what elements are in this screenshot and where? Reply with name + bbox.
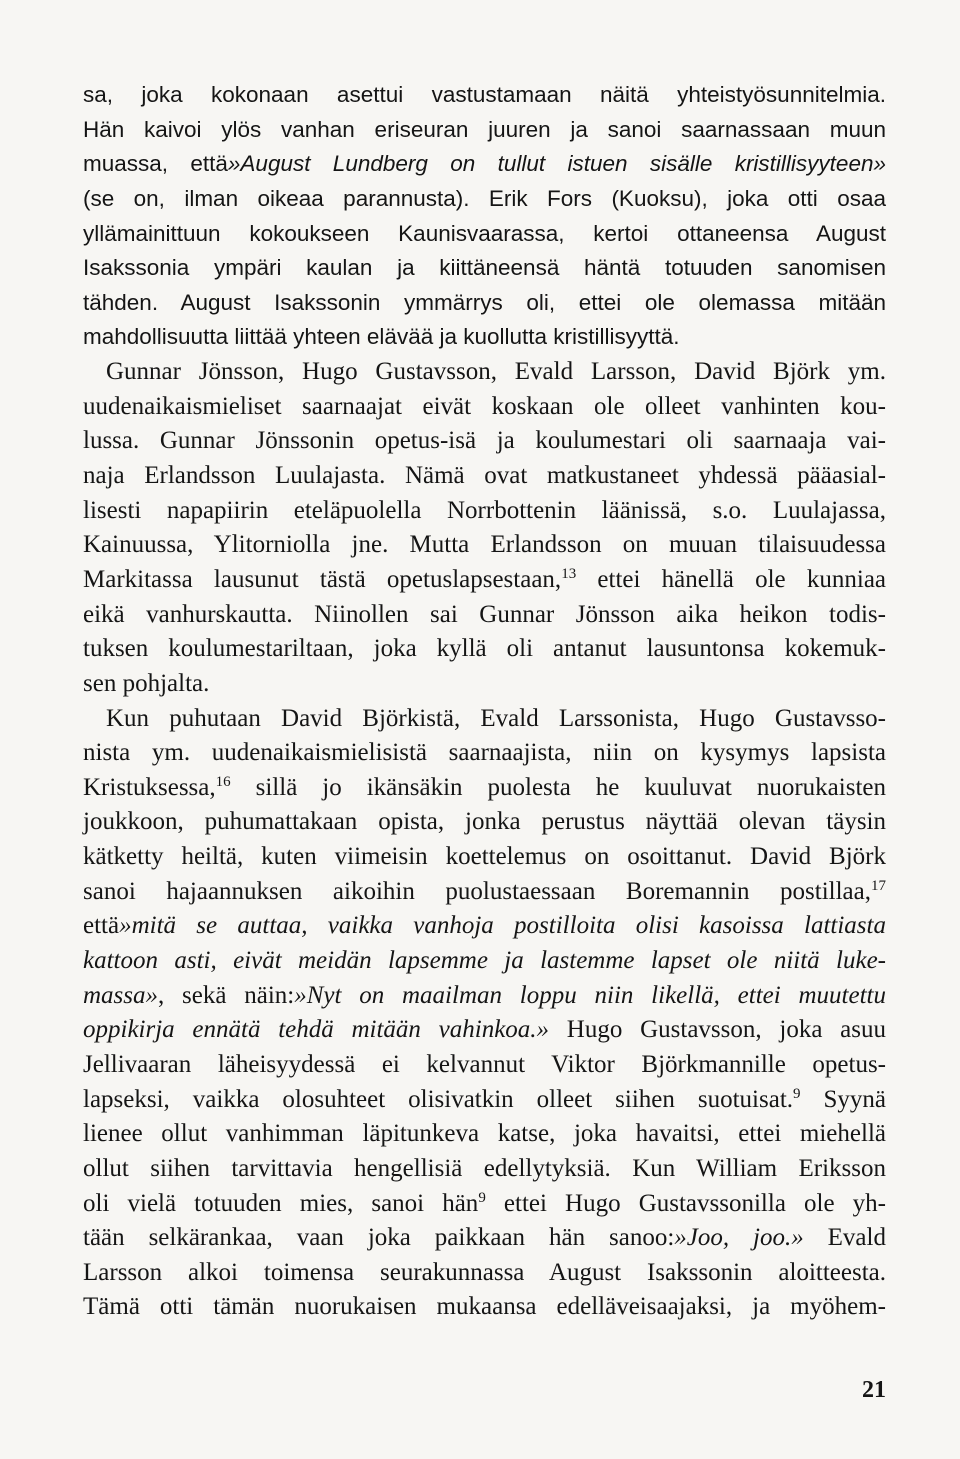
- text-line: (se on, ilman oikeaa parannusta). Erik Fors (Kuoksu), joka otti osaa: [83, 185, 886, 211]
- text-line: lussa. Gunnar Jönssonin opetus-isä ja koulumestari oli saarnaaja vai-: [83, 427, 886, 455]
- text-line: massa», sekä näin:»Nyt on maailman loppu niin likellä, ettei muutettu: [83, 981, 886, 1009]
- text-line: kattoon asti, eivät meidän lapsemme ja lastemme lapset ole niitä luke-: [83, 947, 886, 975]
- footnote-ref: 16: [215, 773, 231, 790]
- text-line: Jellivaaran läheisyydessä ei kelvannut Viktor Björkmannille opetus-: [83, 1050, 886, 1078]
- text-line: oli vielä totuuden mies, sanoi hän$^9$ ettei Hugo Gustavssonilla ole yh-: [83, 1189, 886, 1217]
- text-line: joukkoon, puhumattakaan opista, jonka perustus näyttää olevan täysin: [83, 808, 886, 836]
- text-line: yllämainittuun kokoukseen Kaunisvaarassa, kertoi ottaneensa August: [83, 220, 886, 246]
- text-line: Larsson alkoi toimensa seurakunnassa August Isakssonin aloitteesta.: [83, 1258, 886, 1286]
- text-line: lapseksi, vaikka olosuhteet olisivatkin olleet siihen suotuisat.$^9$ Syynä: [83, 1085, 886, 1113]
- text-line: lienee ollut vanhimman läpitunkeva katse, joka havaitsi, ettei miehellä: [83, 1120, 886, 1148]
- text-line: muassa, että»August Lundberg on tullut istuen sisälle kristillisyyteen»: [83, 151, 886, 177]
- text-line: mahdollisuutta liittää yhteen elävää ja kuollutta kristillisyyttä.: [83, 324, 680, 350]
- text-line: sa, joka kokonaan asettui vastustamaan näitä yhteistyösunnitelmia.: [83, 82, 886, 107]
- text-line: Tämä otti tämän nuorukaisen mukaansa edelläveisaajaksi, ja myöhem-: [83, 1293, 886, 1321]
- text-line: ollut siihen tarvittavia hengellisiä edellytyksiä. Kun William Eriksson: [83, 1154, 886, 1182]
- text-line: Kristuksessa,$^{16}$ sillä jo ikänsäkin puolesta he kuuluvat nuorukaisten: [83, 773, 886, 801]
- text-line: että»mitä se auttaa, vaikka vanhoja postilloita olisi kasoissa lattiasta: [83, 912, 886, 940]
- text-line: Markitassa lausunut tästä opetuslapsestaan,$^{13}$ ettei hänellä ole kunniaa: [83, 565, 887, 593]
- footnote-ref: 9: [478, 1189, 486, 1206]
- footnote-ref: 17: [871, 877, 886, 894]
- footnote-ref: 9: [793, 1085, 801, 1102]
- text-line: lisesti napapiirin eteläpuolella Norrbottenin läänissä, s.o. Luulajassa,: [83, 496, 886, 524]
- text-line: Gunnar Jönsson, Hugo Gustavsson, Evald Larsson, David Björk ym.: [106, 358, 886, 386]
- text-line: nista ym. uudenaikaismielisistä saarnaajista, niin on kysymys lapsista: [83, 739, 886, 767]
- text-line: uudenaikaismieliset saarnaajat eivät koskaan ole olleet vanhinten kou-: [83, 392, 886, 420]
- text-line: sanoi hajaannuksen aikoihin puolustaessaan Boremannin postillaa,$^{17}$: [83, 877, 886, 905]
- text-line: Kainuussa, Ylitorniolla jne. Mutta Erlandsson on muuan tilaisuudessa: [83, 531, 886, 559]
- text-line: sen pohjalta.: [83, 669, 210, 697]
- text-line: tähden. August Isakssonin ymmärrys oli, ettei ole olemassa mitään: [83, 289, 886, 315]
- page-number: 21: [862, 1377, 886, 1403]
- text-line: Kun puhutaan David Björkistä, Evald Larssonista, Hugo Gustavsso-: [106, 704, 886, 732]
- text-line: oppikirja ennätä tehdä mitään vahinkoa.» Hugo Gustavsson, joka asuu: [83, 1016, 886, 1044]
- text-line: Isakssonia ympäri kaulan ja kiittäneensä häntä totuuden sanomisen: [83, 255, 886, 281]
- footnote-ref: 13: [561, 565, 577, 582]
- body-text: [83, 78, 886, 1325]
- text-line: Hän kaivoi ylös vanhan eriseuran juuren ja sanoi saarnassaan muun: [83, 116, 886, 142]
- text-line: eikä vanhurskautta. Niinollen sai Gunnar Jönsson aika heikon todis-: [83, 600, 886, 628]
- text-line: naja Erlandsson Luulajasta. Nämä ovat matkustaneet yhdessä pääasial-: [83, 462, 886, 490]
- text-line: tään selkärankaa, vaan joka paikkaan hän sanoo:»Joo, joo.» Evald: [83, 1224, 886, 1252]
- text-line: kätketty heiltä, kuten viimeisin koettelemus on osoittanut. David Björk: [83, 843, 886, 871]
- text-line: tuksen koulumestariltaan, joka kyllä oli antanut lausuntonsa kokemuk-: [83, 635, 886, 663]
